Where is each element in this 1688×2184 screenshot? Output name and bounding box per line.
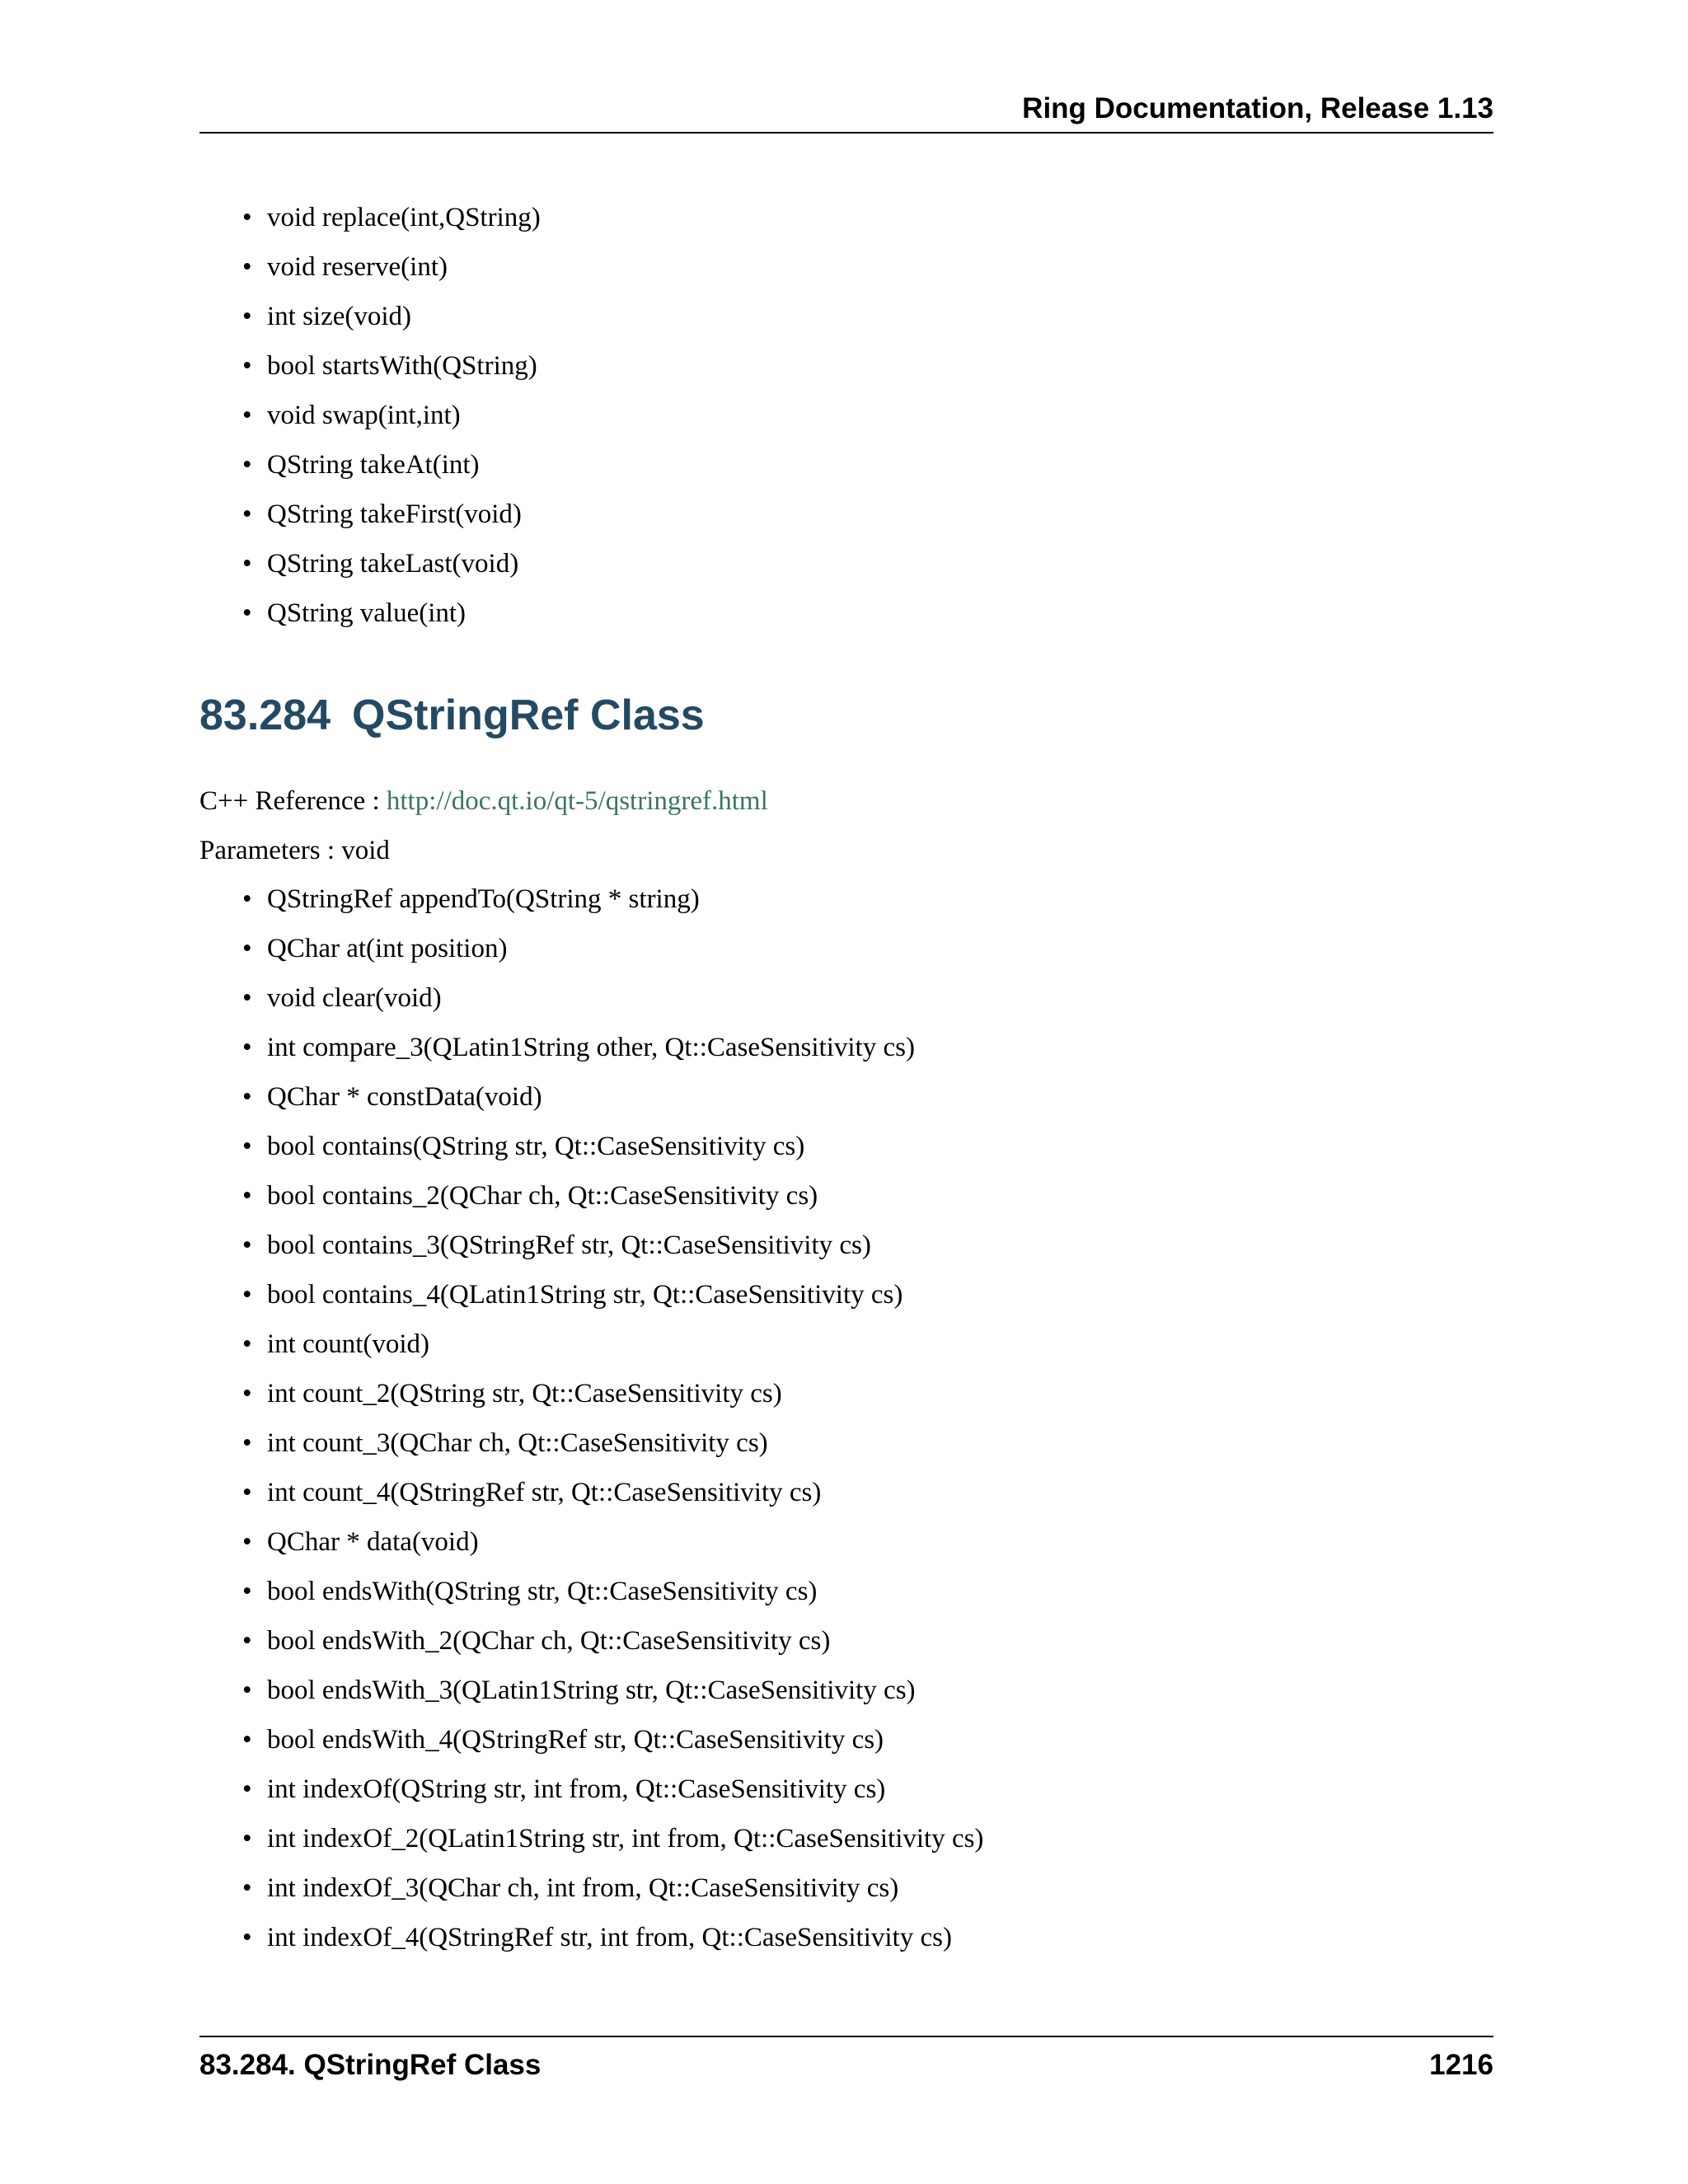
bullet-icon: • — [242, 1824, 252, 1854]
bullet-icon: • — [242, 450, 252, 480]
method-signature: int count_4(QStringRef str, Qt::CaseSensitivity cs) — [267, 1478, 822, 1507]
method-signature: bool contains(QString str, Qt::CaseSensitivity cs) — [267, 1132, 805, 1161]
list-item — [242, 448, 1396, 498]
method-signature: QChar * data(void) — [267, 1527, 479, 1557]
method-signature: QStringRef appendTo(QString * string) — [267, 884, 700, 914]
bullet-icon: • — [242, 934, 252, 963]
list-item — [242, 1723, 1396, 1773]
list-item — [242, 1377, 1396, 1427]
method-signature: bool contains_4(QLatin1String str, Qt::CaseSensitivity cs) — [267, 1280, 903, 1310]
bullet-icon: • — [242, 1082, 252, 1112]
method-signature: QString value(int) — [267, 598, 467, 628]
list-item — [242, 1427, 1396, 1476]
bullet-icon: • — [242, 1626, 252, 1656]
bullet-icon: • — [242, 1280, 252, 1310]
bullet-icon: • — [242, 252, 252, 282]
method-signature: void swap(int,int) — [267, 401, 461, 430]
method-signature: int indexOf_2(QLatin1String str, int from, Qt::CaseSensitivity cs) — [267, 1824, 984, 1854]
list-item — [242, 883, 1396, 932]
bullet-icon: • — [242, 1577, 252, 1606]
document-title: Ring Documentation, Release 1.13 — [1022, 92, 1493, 124]
method-signature: void clear(void) — [267, 983, 442, 1013]
list-item — [242, 498, 1396, 547]
bullet-icon: • — [242, 1873, 252, 1903]
bullet-icon: • — [242, 1428, 252, 1458]
section-title: QStringRef Class — [352, 691, 705, 739]
method-signature: int count(void) — [267, 1329, 430, 1359]
list-item — [242, 597, 1396, 646]
bullet-icon: • — [242, 302, 252, 331]
parameters-text: Parameters : void — [199, 836, 390, 865]
method-signature: int indexOf(QString str, int from, Qt::CaseSensitivity cs) — [267, 1774, 886, 1804]
reference-label: C++ Reference : — [199, 786, 387, 816]
bullet-icon: • — [242, 1379, 252, 1408]
bullet-icon: • — [242, 1675, 252, 1705]
cpp-reference — [199, 785, 768, 818]
section-number: 83.284 — [199, 691, 331, 739]
bullet-icon: • — [242, 1478, 252, 1507]
list-item — [242, 399, 1396, 448]
method-signature: QString takeLast(void) — [267, 549, 519, 579]
method-signature: QString takeAt(int) — [267, 450, 480, 480]
page-number: 1216 — [1429, 2049, 1493, 2081]
method-signature: int indexOf_4(QStringRef str, int from, Qt::CaseSensitivity cs) — [267, 1923, 952, 1952]
list-item — [242, 1921, 1396, 1971]
method-signature: bool endsWith(QString str, Qt::CaseSensitivity cs) — [267, 1577, 818, 1606]
list-item — [242, 300, 1396, 349]
reference-link[interactable]: http://doc.qt.io/qt-5/qstringref.html — [386, 786, 768, 816]
bullet-icon: • — [242, 1033, 252, 1062]
list-item — [242, 1872, 1396, 1921]
method-signature: int compare_3(QLatin1String other, Qt::CaseSensitivity cs) — [267, 1033, 915, 1062]
bullet-icon: • — [242, 1725, 252, 1755]
method-signature: bool endsWith_4(QStringRef str, Qt::CaseSensitivity cs) — [267, 1725, 884, 1755]
list-item — [242, 349, 1396, 399]
bullet-icon: • — [242, 549, 252, 579]
page-header — [199, 89, 1493, 134]
list-item — [242, 1031, 1396, 1080]
list-item — [242, 982, 1396, 1031]
list-item — [242, 1328, 1396, 1377]
list-item — [242, 1526, 1396, 1575]
list-item — [242, 1822, 1396, 1872]
bullet-icon: • — [242, 983, 252, 1013]
bullet-icon: • — [242, 499, 252, 529]
method-signature: void replace(int,QString) — [267, 203, 541, 232]
method-signature: QChar * constData(void) — [267, 1082, 542, 1112]
list-item — [242, 1229, 1396, 1278]
bullet-icon: • — [242, 1181, 252, 1211]
list-item — [242, 1624, 1396, 1674]
method-signature: bool startsWith(QString) — [267, 351, 537, 381]
list-item — [242, 1674, 1396, 1723]
bullet-icon: • — [242, 203, 252, 232]
method-signature: int indexOf_3(QChar ch, int from, Qt::CaseSensitivity cs) — [267, 1873, 899, 1903]
bullet-icon: • — [242, 1923, 252, 1952]
page-footer — [199, 2036, 1493, 2087]
list-item — [242, 1476, 1396, 1526]
method-signature: int size(void) — [267, 302, 412, 331]
list-item — [242, 1773, 1396, 1822]
bullet-icon: • — [242, 1230, 252, 1260]
list-item — [242, 201, 1396, 251]
bullet-icon: • — [242, 884, 252, 914]
method-signature: QChar at(int position) — [267, 934, 508, 963]
method-signature: bool contains_3(QStringRef str, Qt::CaseSensitivity cs) — [267, 1230, 871, 1260]
method-list — [242, 883, 1396, 1971]
method-signature: bool endsWith_2(QChar ch, Qt::CaseSensitivity cs) — [267, 1626, 831, 1656]
bullet-icon: • — [242, 1132, 252, 1161]
list-item — [242, 1080, 1396, 1130]
bullet-icon: • — [242, 1527, 252, 1557]
footer-section-label: 83.284. QStringRef Class — [199, 2049, 542, 2081]
list-item — [242, 1130, 1396, 1179]
list-item — [242, 932, 1396, 982]
list-item — [242, 251, 1396, 300]
method-signature: bool contains_2(QChar ch, Qt::CaseSensitivity cs) — [267, 1181, 818, 1211]
previous-method-list — [242, 201, 1396, 646]
list-item — [242, 1278, 1396, 1328]
list-item — [242, 547, 1396, 597]
bullet-icon: • — [242, 1329, 252, 1359]
method-signature: QString takeFirst(void) — [267, 499, 522, 529]
method-signature: int count_3(QChar ch, Qt::CaseSensitivity cs) — [267, 1428, 768, 1458]
bullet-icon: • — [242, 598, 252, 628]
method-signature: int count_2(QString str, Qt::CaseSensitivity cs) — [267, 1379, 782, 1408]
bullet-icon: • — [242, 351, 252, 381]
method-signature: bool endsWith_3(QLatin1String str, Qt::CaseSensitivity cs) — [267, 1675, 916, 1705]
list-item — [242, 1575, 1396, 1624]
bullet-icon: • — [242, 1774, 252, 1804]
method-signature: void reserve(int) — [267, 252, 448, 282]
section-heading — [199, 689, 705, 742]
list-item — [242, 1179, 1396, 1229]
bullet-icon: • — [242, 401, 252, 430]
